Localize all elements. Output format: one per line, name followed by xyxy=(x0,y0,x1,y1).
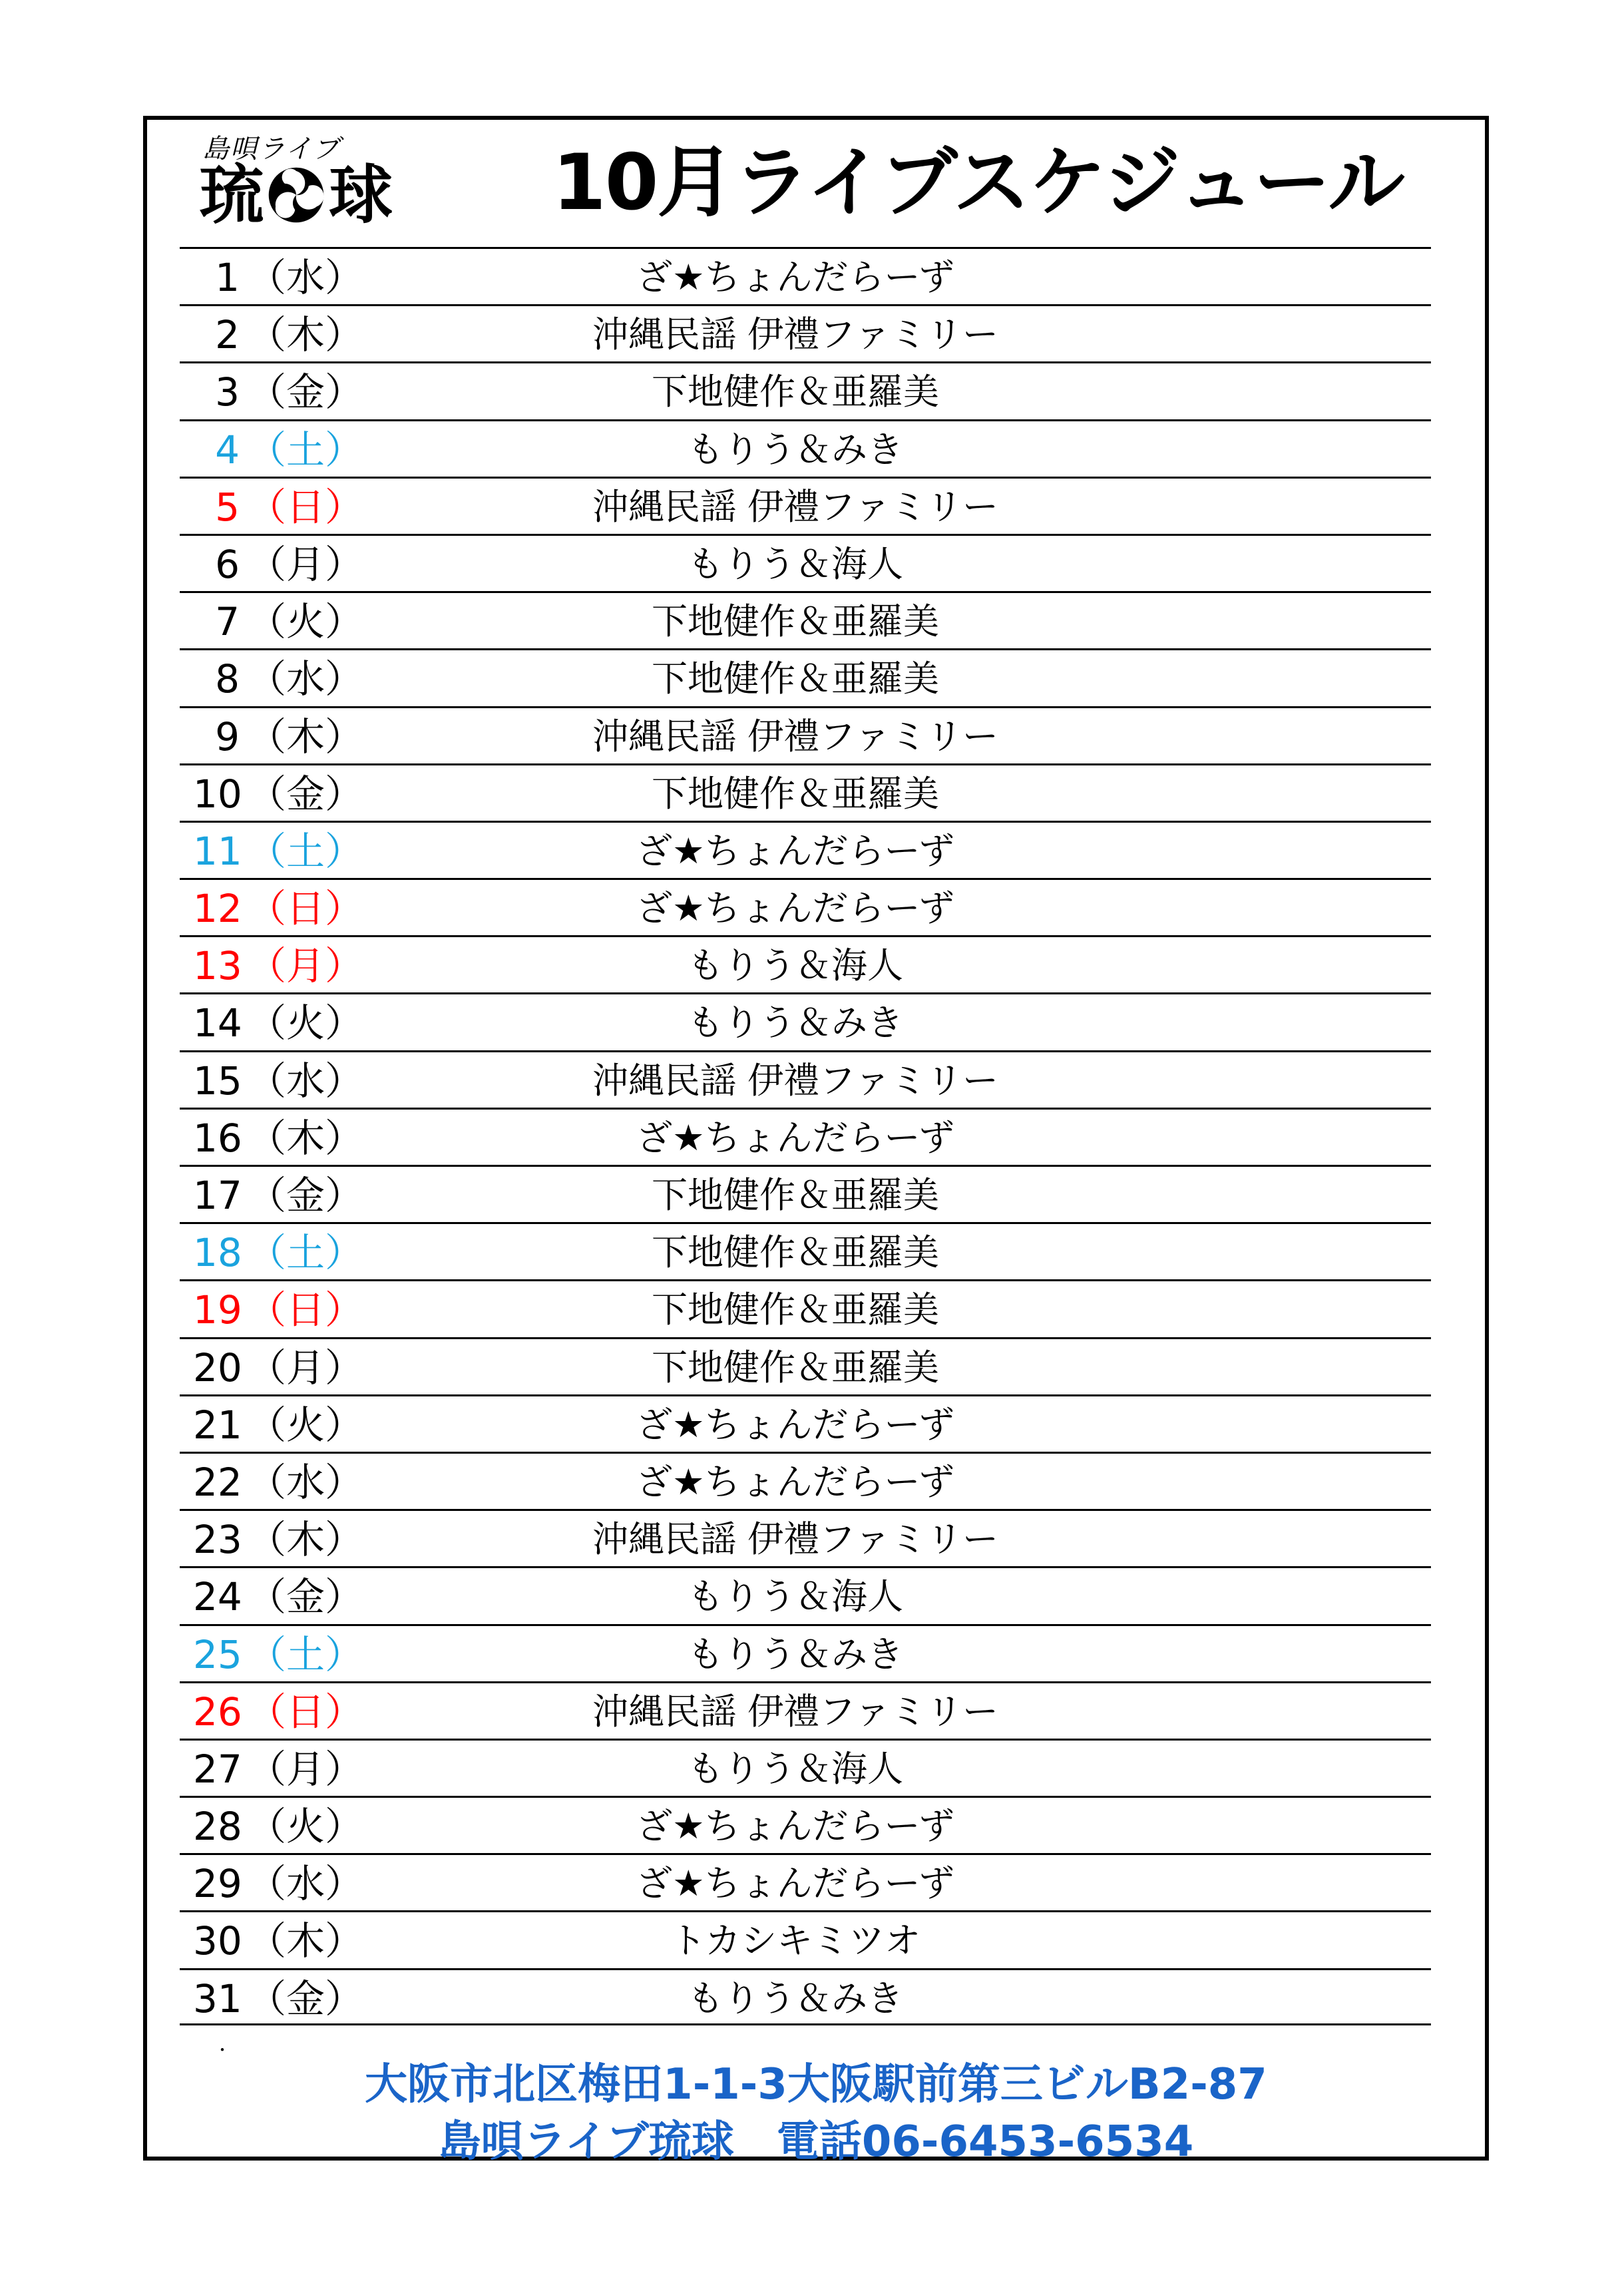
performer-name: ざ★ちょんだらーず xyxy=(636,1805,954,1848)
schedule-row xyxy=(180,1853,1431,1910)
weekday-label: （日） xyxy=(248,1689,364,1735)
weekday-label: （水） xyxy=(248,656,364,702)
weekday-label: （水） xyxy=(248,1861,364,1907)
day-number: 2 xyxy=(215,312,240,358)
day-number: 29 xyxy=(193,1861,242,1907)
schedule-row xyxy=(180,1337,1431,1394)
performer-name: 沖縄民謡 伊禮ファミリー xyxy=(592,1518,999,1561)
performer-name: ざ★ちょんだらーず xyxy=(636,1116,954,1159)
day-number: 4 xyxy=(215,427,240,473)
weekday-label: （月） xyxy=(248,943,364,989)
schedule-row xyxy=(180,1165,1431,1222)
performer-name: ざ★ちょんだらーず xyxy=(636,1460,954,1503)
performer-name: 沖縄民謡 伊禮ファミリー xyxy=(592,1690,999,1733)
schedule-row xyxy=(180,247,1431,304)
day-number: 30 xyxy=(193,1918,242,1964)
weekday-label: （金） xyxy=(248,1976,364,2021)
day-number: 21 xyxy=(193,1402,242,1448)
day-number: 12 xyxy=(193,886,242,932)
schedule-row xyxy=(180,1681,1431,1739)
schedule-row xyxy=(180,1624,1431,1681)
performer-name: 沖縄民謡 伊禮ファミリー xyxy=(592,1059,999,1102)
weekday-label: （木） xyxy=(248,1517,364,1563)
performer-name: 下地健作＆亜羅美 xyxy=(652,600,939,643)
schedule-row xyxy=(180,1796,1431,1853)
performer-name: もりう＆みき xyxy=(688,1002,903,1044)
weekday-label: （水） xyxy=(248,255,364,300)
day-number: 25 xyxy=(193,1631,242,1677)
performer-name: 下地健作＆亜羅美 xyxy=(652,772,939,815)
footer-contact: 島唄ライブ琉球 電話06-6453-6534 xyxy=(438,2117,1194,2167)
weekday-label: （木） xyxy=(248,1115,364,1161)
schedule-row xyxy=(180,1108,1431,1165)
schedule-table xyxy=(180,247,1431,2025)
day-number: 28 xyxy=(193,1804,242,1850)
schedule-row xyxy=(180,591,1431,648)
day-number: 10 xyxy=(193,771,242,817)
day-number: 24 xyxy=(193,1574,242,1620)
day-number: 23 xyxy=(193,1517,242,1563)
mitsudomoe-icon xyxy=(268,166,325,224)
performer-name: ざ★ちょんだらーず xyxy=(636,1403,954,1446)
performer-name: もりう＆みき xyxy=(688,1633,903,1675)
performer-name: トカシキミツオ xyxy=(670,1920,921,1962)
schedule-row xyxy=(180,763,1431,821)
schedule-row xyxy=(180,419,1431,477)
day-number: 3 xyxy=(215,369,240,415)
weekday-label: （日） xyxy=(248,886,364,932)
performer-name: 下地健作＆亜羅美 xyxy=(652,1231,939,1274)
stray-dot: ・ xyxy=(214,2041,230,2059)
day-number: 8 xyxy=(215,656,240,702)
weekday-label: （水） xyxy=(248,1058,364,1104)
performer-name: もりう＆海人 xyxy=(688,944,903,987)
day-number: 19 xyxy=(193,1287,242,1333)
weekday-label: （金） xyxy=(248,369,364,415)
performer-name: 下地健作＆亜羅美 xyxy=(652,658,939,700)
schedule-row xyxy=(180,1910,1431,1968)
schedule-row xyxy=(180,706,1431,763)
logo xyxy=(200,128,473,234)
day-number: 13 xyxy=(193,943,242,989)
schedule-row xyxy=(180,477,1431,534)
weekday-label: （火） xyxy=(248,1000,364,1046)
schedule-row xyxy=(180,648,1431,706)
performer-name: 沖縄民謡 伊禮ファミリー xyxy=(592,485,999,528)
logo-subtitle: 島唄ライブ xyxy=(202,134,341,164)
schedule-row xyxy=(180,1968,1431,2025)
schedule-row xyxy=(180,1394,1431,1452)
performer-name: 沖縄民謡 伊禮ファミリー xyxy=(592,715,999,757)
schedule-row xyxy=(180,935,1431,992)
performer-name: 沖縄民謡 伊禮ファミリー xyxy=(592,313,999,356)
schedule-row xyxy=(180,534,1431,591)
schedule-row xyxy=(180,878,1431,935)
day-number: 1 xyxy=(215,255,240,300)
weekday-label: （土） xyxy=(248,828,364,874)
schedule-row xyxy=(180,992,1431,1050)
performer-name: もりう＆海人 xyxy=(688,542,903,585)
weekday-label: （日） xyxy=(248,484,364,530)
weekday-label: （火） xyxy=(248,1402,364,1448)
schedule-row xyxy=(180,361,1431,419)
weekday-label: （木） xyxy=(248,312,364,358)
weekday-label: （金） xyxy=(248,771,364,817)
page-title: 10月ライブスケジュール xyxy=(552,138,1404,228)
weekday-label: （木） xyxy=(248,1918,364,1964)
day-number: 18 xyxy=(193,1230,242,1276)
day-number: 27 xyxy=(193,1746,242,1792)
schedule-row xyxy=(180,1050,1431,1108)
performer-name: もりう＆海人 xyxy=(688,1747,903,1790)
schedule-row xyxy=(180,1509,1431,1566)
day-number: 17 xyxy=(193,1173,242,1218)
performer-name: ざ★ちょんだらーず xyxy=(636,256,954,298)
day-number: 11 xyxy=(193,828,242,874)
weekday-label: （火） xyxy=(248,1804,364,1850)
weekday-label: （火） xyxy=(248,599,364,645)
performer-name: 下地健作＆亜羅美 xyxy=(652,371,939,413)
logo-left-char: 琉 xyxy=(200,157,264,232)
day-number: 7 xyxy=(215,599,240,645)
performer-name: もりう＆海人 xyxy=(688,1575,903,1618)
performer-name: ざ★ちょんだらーず xyxy=(636,887,954,930)
day-number: 16 xyxy=(193,1115,242,1161)
weekday-label: （土） xyxy=(248,1631,364,1677)
schedule-row xyxy=(180,1279,1431,1337)
weekday-label: （月） xyxy=(248,541,364,587)
weekday-label: （土） xyxy=(248,1230,364,1276)
day-number: 9 xyxy=(215,714,240,759)
day-number: 6 xyxy=(215,541,240,587)
logo-wordmark xyxy=(200,158,393,232)
schedule-row xyxy=(180,1452,1431,1509)
day-number: 26 xyxy=(193,1689,242,1735)
performer-name: 下地健作＆亜羅美 xyxy=(652,1174,939,1216)
day-number: 31 xyxy=(193,1976,242,2021)
weekday-label: （水） xyxy=(248,1459,364,1505)
logo-right-char: 球 xyxy=(329,157,393,232)
performer-name: 下地健作＆亜羅美 xyxy=(652,1289,939,1331)
footer-address: 大阪市北区梅田1-1-3大阪駅前第三ビルB2-87 xyxy=(365,2060,1267,2109)
schedule-row xyxy=(180,304,1431,361)
day-number: 22 xyxy=(193,1459,242,1505)
day-number: 5 xyxy=(215,484,240,530)
weekday-label: （土） xyxy=(248,427,364,473)
schedule-row xyxy=(180,1739,1431,1796)
schedule-row xyxy=(180,821,1431,878)
performer-name: もりう＆みき xyxy=(688,428,903,471)
weekday-label: （木） xyxy=(248,714,364,759)
performer-name: もりう＆みき xyxy=(688,1977,903,2019)
performer-name: ざ★ちょんだらーず xyxy=(636,829,954,872)
weekday-label: （金） xyxy=(248,1574,364,1620)
weekday-label: （金） xyxy=(248,1173,364,1218)
performer-name: ざ★ちょんだらーず xyxy=(636,1862,954,1905)
performer-name: 下地健作＆亜羅美 xyxy=(652,1346,939,1388)
weekday-label: （月） xyxy=(248,1345,364,1390)
day-number: 20 xyxy=(193,1345,242,1390)
day-number: 15 xyxy=(193,1058,242,1104)
weekday-label: （日） xyxy=(248,1287,364,1333)
schedule-row xyxy=(180,1222,1431,1279)
weekday-label: （月） xyxy=(248,1746,364,1792)
schedule-row xyxy=(180,1566,1431,1623)
day-number: 14 xyxy=(193,1000,242,1046)
